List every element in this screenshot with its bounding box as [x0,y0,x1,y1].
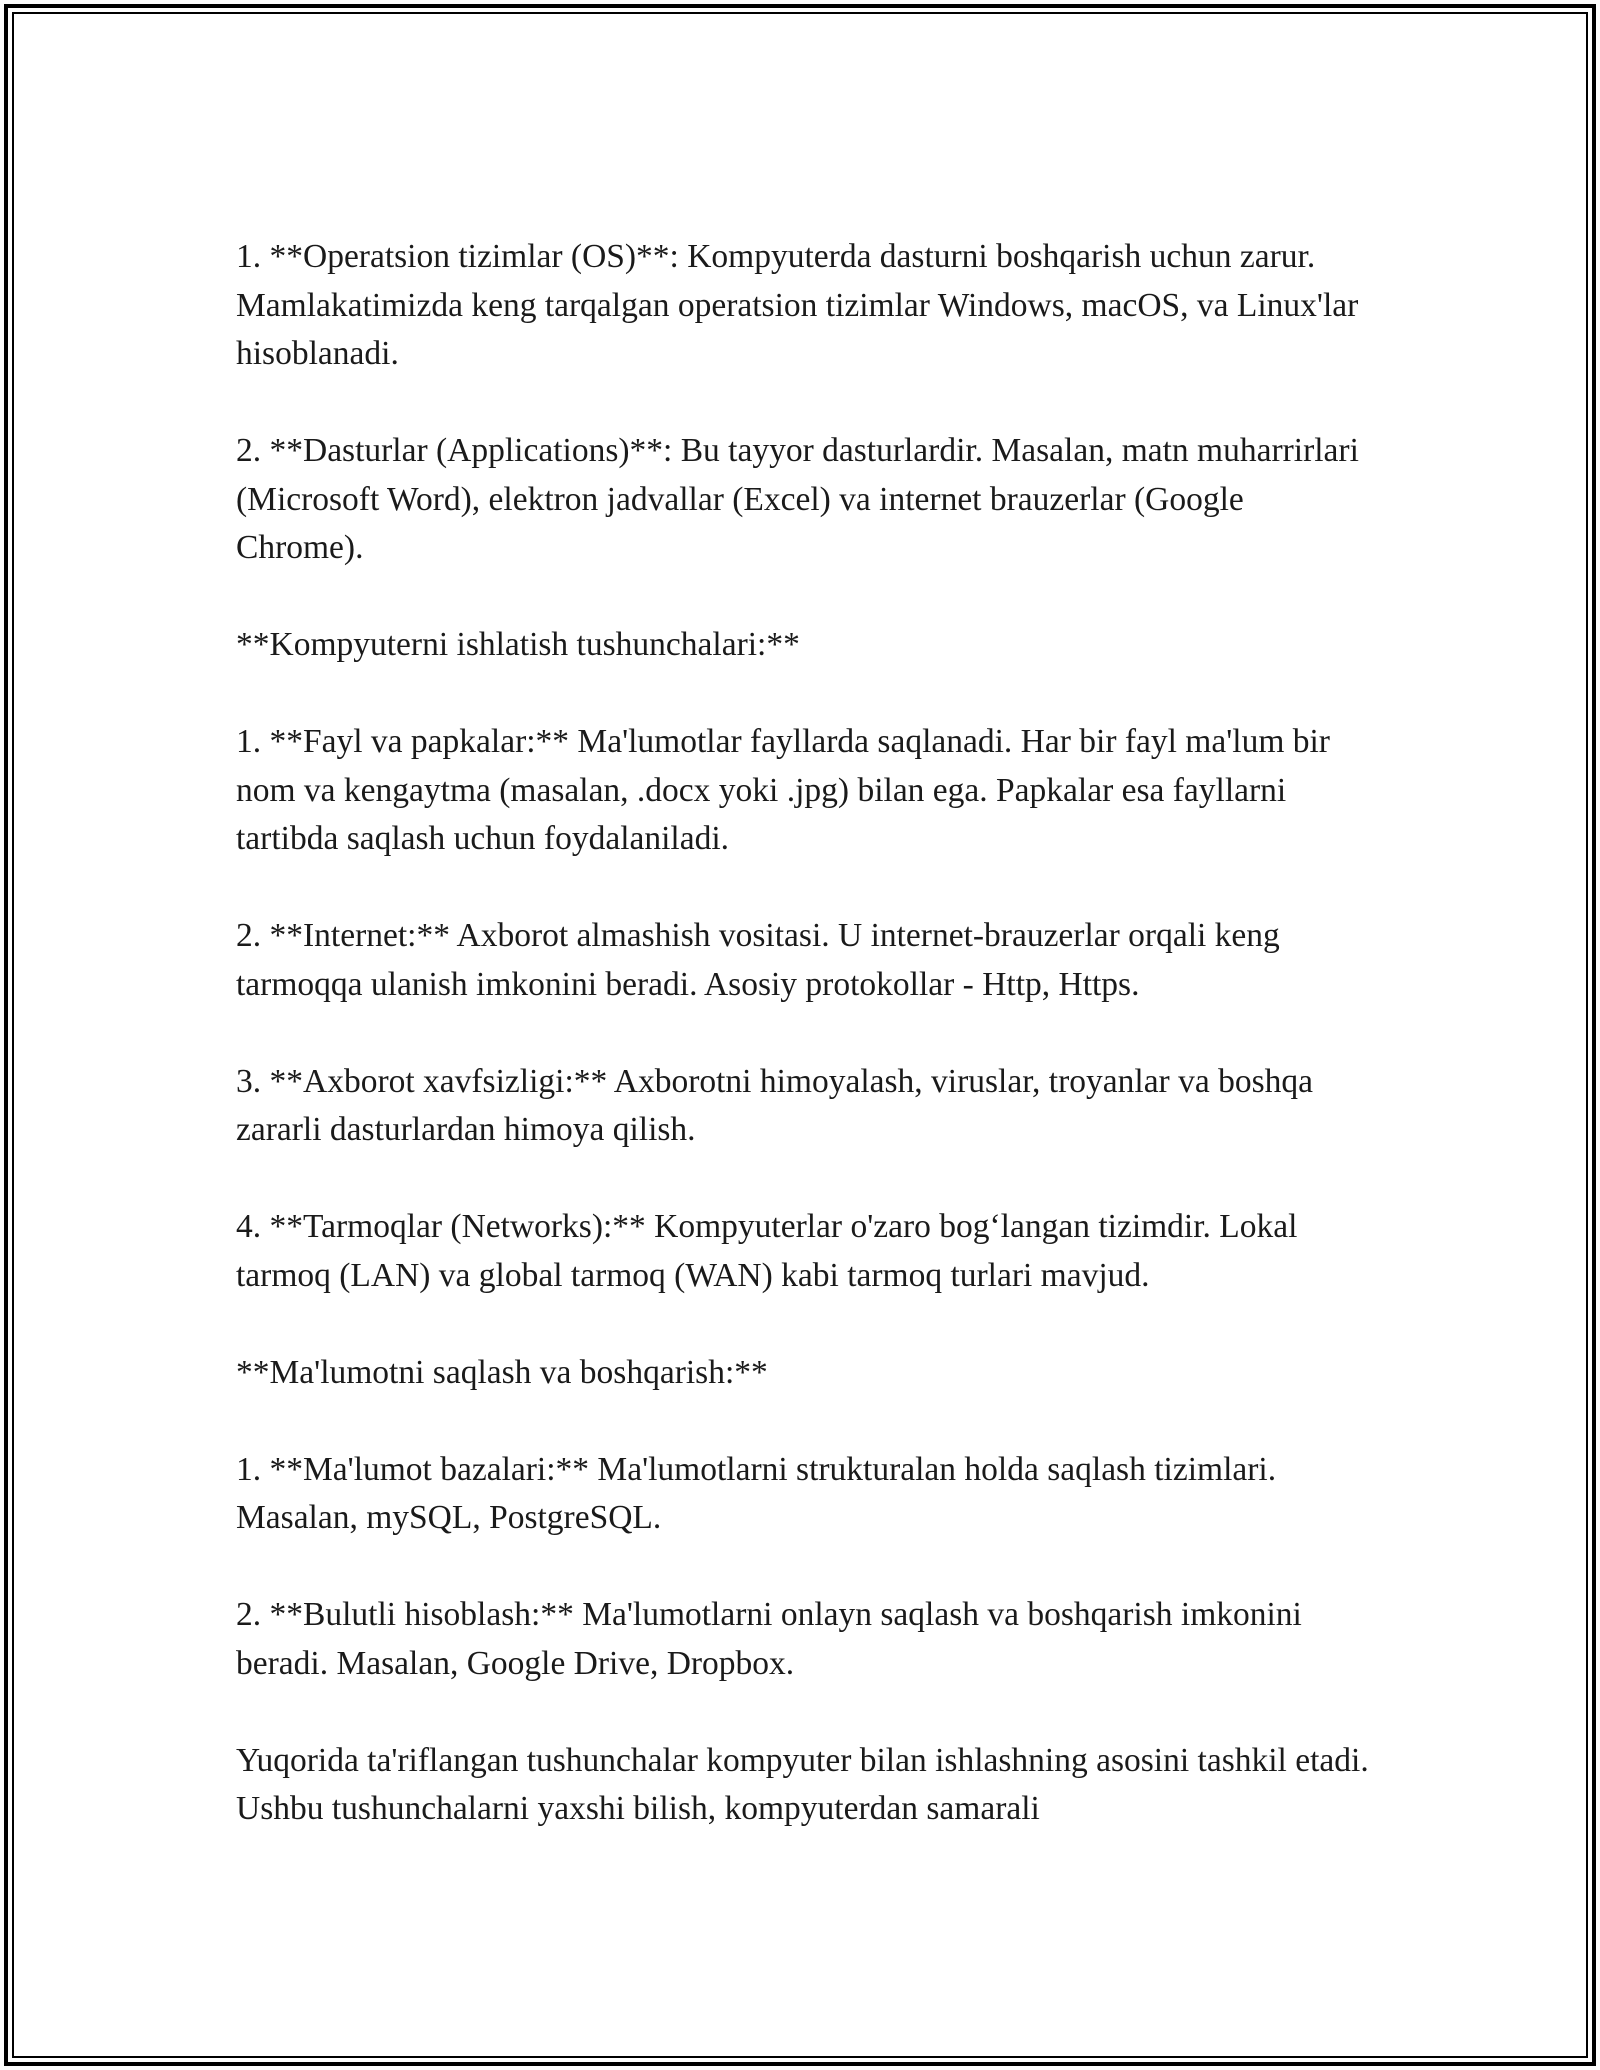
document-body [236,233,1376,1834]
section-heading-data-management: **Ma'lumotni saqlash va boshqarish:** [236,1353,768,1391]
section-heading-computer-usage: **Kompyuterni ishlatish tushunchalari:** [236,626,800,663]
paragraph-operating-systems: 1. **Operatsion tizimlar (OS)**: Kompyuterda dasturni boshqarish uchun zarur. Mamlakatimizda keng tarqalgan operatsion tizimlar Windows, macOS, va Linux'lar hisoblanadi. [236,238,1359,372]
paragraph-cloud-computing: 2. **Bulutli hisoblash:** Ma'lumotlarni onlayn saqlash va boshqarish imkonini beradi. Masalan, Google Drive, Dropbox. [236,1596,1302,1682]
paragraph-applications: 2. **Dasturlar (Applications)**: Bu tayyor dasturlardir. Masalan, matn muharrirlari (Microsoft Word), elektron jadvallar (Excel) va internet brauzerlar (Google Chrome). [236,432,1359,566]
paragraph-files-folders: 1. **Fayl va papkalar:** Ma'lumotlar fayllarda saqlanadi. Har bir fayl ma'lum bir nom va kengaytma (masalan, .docx yoki .jpg) bilan ega. Papkalar esa fayllarni tartibda saqlash uchun foydalaniladi. [236,723,1330,857]
paragraph-internet: 2. **Internet:** Axborot almashish vositasi. U internet-brauzerlar orqali keng tarmoqqa ulanish imkonini beradi. Asosiy protokollar - Http, Https. [236,917,1280,1003]
paragraph-networks: 4. **Tarmoqlar (Networks):** Kompyuterlar o'zaro bog‘langan tizimdir. Lokal tarmoq (LAN) va global tarmoq (WAN) kabi tarmoq turlari mavjud. [236,1208,1298,1294]
paragraph-conclusion: Yuqorida ta'riflangan tushunchalar kompyuter bilan ishlashning asosini tashkil etadi. Ushbu tushunchalarni yaxshi bilish, kompyuterdan samarali [236,1741,1369,1827]
paragraph-databases: 1. **Ma'lumot bazalari:** Ma'lumotlarni strukturalan holda saqlash tizimlari. Masalan, mySQL, PostgreSQL. [236,1450,1277,1536]
paragraph-information-security: 3. **Axborot xavfsizligi:** Axborotni himoyalash, viruslar, troyanlar va boshqa zararli dasturlardan himoya qilish. [236,1062,1313,1148]
